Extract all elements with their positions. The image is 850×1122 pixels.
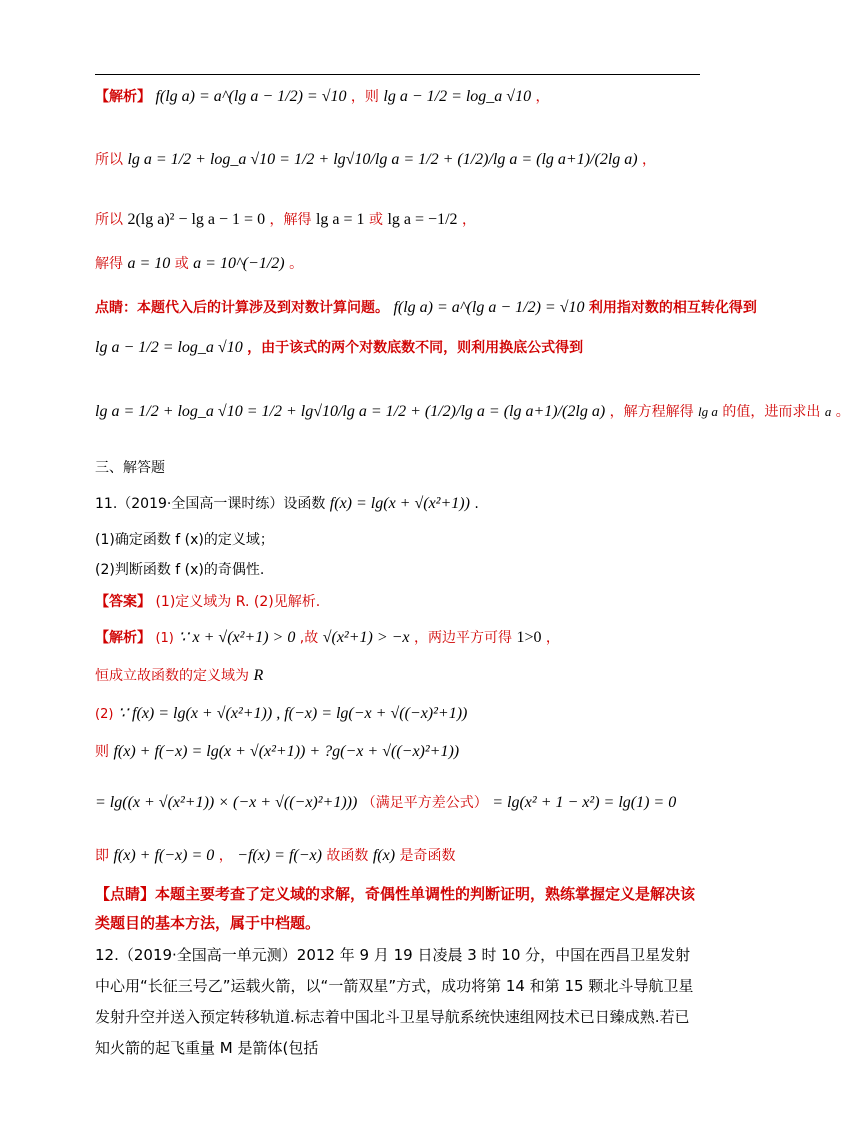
comma: ， — [535, 89, 550, 105]
solve-text: ，解得 — [269, 212, 312, 228]
solution-a-2: a = 10^(−1/2) — [193, 255, 285, 272]
sol4-note: （满足平方差公式） — [361, 795, 488, 811]
solution-line-5 — [95, 846, 456, 866]
comma: ， — [461, 212, 476, 228]
part-number: (1) — [155, 631, 174, 646]
q11-head: 11.（2019·全国高一课时练）设函数 — [95, 496, 326, 512]
q12-paragraph: 12.（2019·全国高一单元测）2012 年 9 月 19 日凌晨 3 时 10 分，中国在西昌卫星发射中心用“长征三号乙”运载火箭，以“一箭双星”方式，成功将第 14 和第 15 颗北斗导航卫星发射升空并送入预定转移轨道.标志着中国北斗卫星导航系统快速组网技术已日臻成熟.若已知火箭的起飞重量 M 是箭体(包括 — [95, 946, 694, 1057]
sol5-formula: f(x) + f(−x) = 0 — [113, 847, 215, 864]
period: 。 — [835, 404, 850, 420]
comment-text-3b: 的值，进而求出 — [722, 404, 821, 420]
q11-part-2: (2)判断函数 f (x)的奇偶性. — [95, 562, 265, 578]
comment-label: 点睛：本题代入后的计算涉及到对数计算问题。 — [95, 300, 389, 316]
then-text: 则 — [95, 744, 109, 760]
sol1-formula: ∵ x + √(x²+1) > 0 — [178, 629, 296, 646]
comment-formula-2: lg a − 1/2 = log_a √10 — [95, 339, 243, 356]
sol1-formula-2: √(x²+1) > −x — [322, 629, 410, 646]
comment-text-2: ，由于该式的两个对数底数不同，则利用换底公式得到 — [247, 340, 584, 356]
then-text: ，则 — [350, 89, 379, 105]
comment-formula-3: lg a = 1/2 + log_a √10 = 1/2 + lg√10/lg a = 1/2 + (1/2)/lg a = (lg a+1)/(2lg a) — [95, 403, 606, 420]
analysis-line-2 — [95, 150, 656, 170]
part-number: (2) — [95, 707, 114, 722]
domain-R: R — [253, 667, 264, 684]
solution-label: 【解析】 — [95, 630, 151, 646]
analysis-line-1 — [95, 87, 550, 107]
comment-line-2 — [95, 338, 583, 358]
formula-f-lga: f(lg a) = a^(lg a − 1/2) = √10 — [155, 88, 347, 105]
sol4-formula-2: = lg(x² + 1 − x²) = lg(1) = 0 — [492, 794, 677, 811]
answer-line — [95, 592, 320, 612]
or-text: 或 — [174, 256, 189, 272]
period: . — [474, 496, 479, 512]
domain-text: 恒成立故函数的定义域为 — [95, 668, 249, 684]
comment-line-1 — [95, 298, 757, 318]
solution-line-2 — [95, 704, 467, 725]
i-e-text: 即 — [95, 848, 109, 864]
solution-a-1: a = 10 — [127, 255, 171, 272]
comma: ， — [642, 152, 657, 168]
analysis-line-3 — [95, 210, 476, 230]
sol1-formula-3: 1>0 — [516, 629, 542, 646]
comment-a: a — [824, 404, 832, 419]
comma: ， — [218, 848, 233, 864]
sol2-formula: ∵ f(x) = lg(x + √(x²+1)) , f(−x) = lg(−x + √((−x)²+1)) — [117, 705, 468, 722]
hence-function-text: 故函数 — [326, 848, 369, 864]
odd-function-text: 是奇函数 — [399, 848, 456, 864]
solution-line-4 — [95, 793, 676, 813]
comment-line-3 — [95, 402, 850, 422]
sol3-formula: f(x) + f(−x) = lg(x + √(x²+1)) + ?g(−x + √((−x)²+1)) — [113, 743, 460, 760]
q11-part-1: (1)确定函数 f (x)的定义域； — [95, 532, 274, 548]
solution-line-1b — [95, 666, 263, 686]
solve-text: 解得 — [95, 256, 123, 272]
formula-log-relation: lg a − 1/2 = log_a √10 — [383, 88, 532, 105]
analysis-line-4 — [95, 254, 303, 274]
solution-line-3 — [95, 742, 459, 762]
so-label: 所以 — [95, 152, 123, 168]
q11-formula: f(x) = lg(x + √(x²+1)) — [329, 495, 470, 512]
answer-label: 【答案】 — [95, 594, 151, 610]
period: 。 — [289, 256, 304, 272]
section-heading: 三、解答题 — [95, 460, 165, 476]
comment-lga: lg a — [698, 404, 718, 419]
so-label: 所以 — [95, 212, 123, 228]
sol4-formula: = lg((x + √(x²+1)) × (−x + √((−x)²+1))) — [95, 794, 358, 811]
or-text: 或 — [369, 212, 384, 228]
comment-formula: f(lg a) = a^(lg a − 1/2) = √10 — [393, 299, 585, 316]
solution-1: lg a = 1 — [315, 211, 365, 228]
hence-text: ,故 — [299, 630, 319, 646]
top-rule — [95, 74, 700, 75]
sol5-formula-2: −f(x) = f(−x) — [237, 847, 322, 864]
comment-tail: 利用指对数的相互转化得到 — [588, 300, 757, 316]
answer-text: (1)定义域为 R. (2)见解析. — [155, 594, 321, 610]
dianjing-paragraph: 【点睛】本题主要考查了定义域的求解，奇偶性单调性的判断证明，熟练掌握定义是解决该类题目的基本方法，属于中档题。 — [95, 885, 696, 932]
formula-quadratic: 2(lg a)² − lg a − 1 = 0 — [127, 211, 266, 228]
solution-line-1 — [95, 628, 560, 649]
comment-text-3: ，解方程解得 — [609, 404, 694, 420]
fx-symbol: f(x) — [372, 847, 396, 864]
analysis-label: 【解析】 — [95, 89, 151, 105]
square-text: ，两边平方可得 — [413, 630, 512, 646]
formula-lga-expansion: lg a = 1/2 + log_a √10 = 1/2 + lg√10/lg a = 1/2 + (1/2)/lg a = (lg a+1)/(2lg a) — [127, 151, 638, 168]
solution-2: lg a = −1/2 — [387, 211, 458, 228]
comma: ， — [545, 630, 560, 646]
q11-stem — [95, 494, 479, 514]
